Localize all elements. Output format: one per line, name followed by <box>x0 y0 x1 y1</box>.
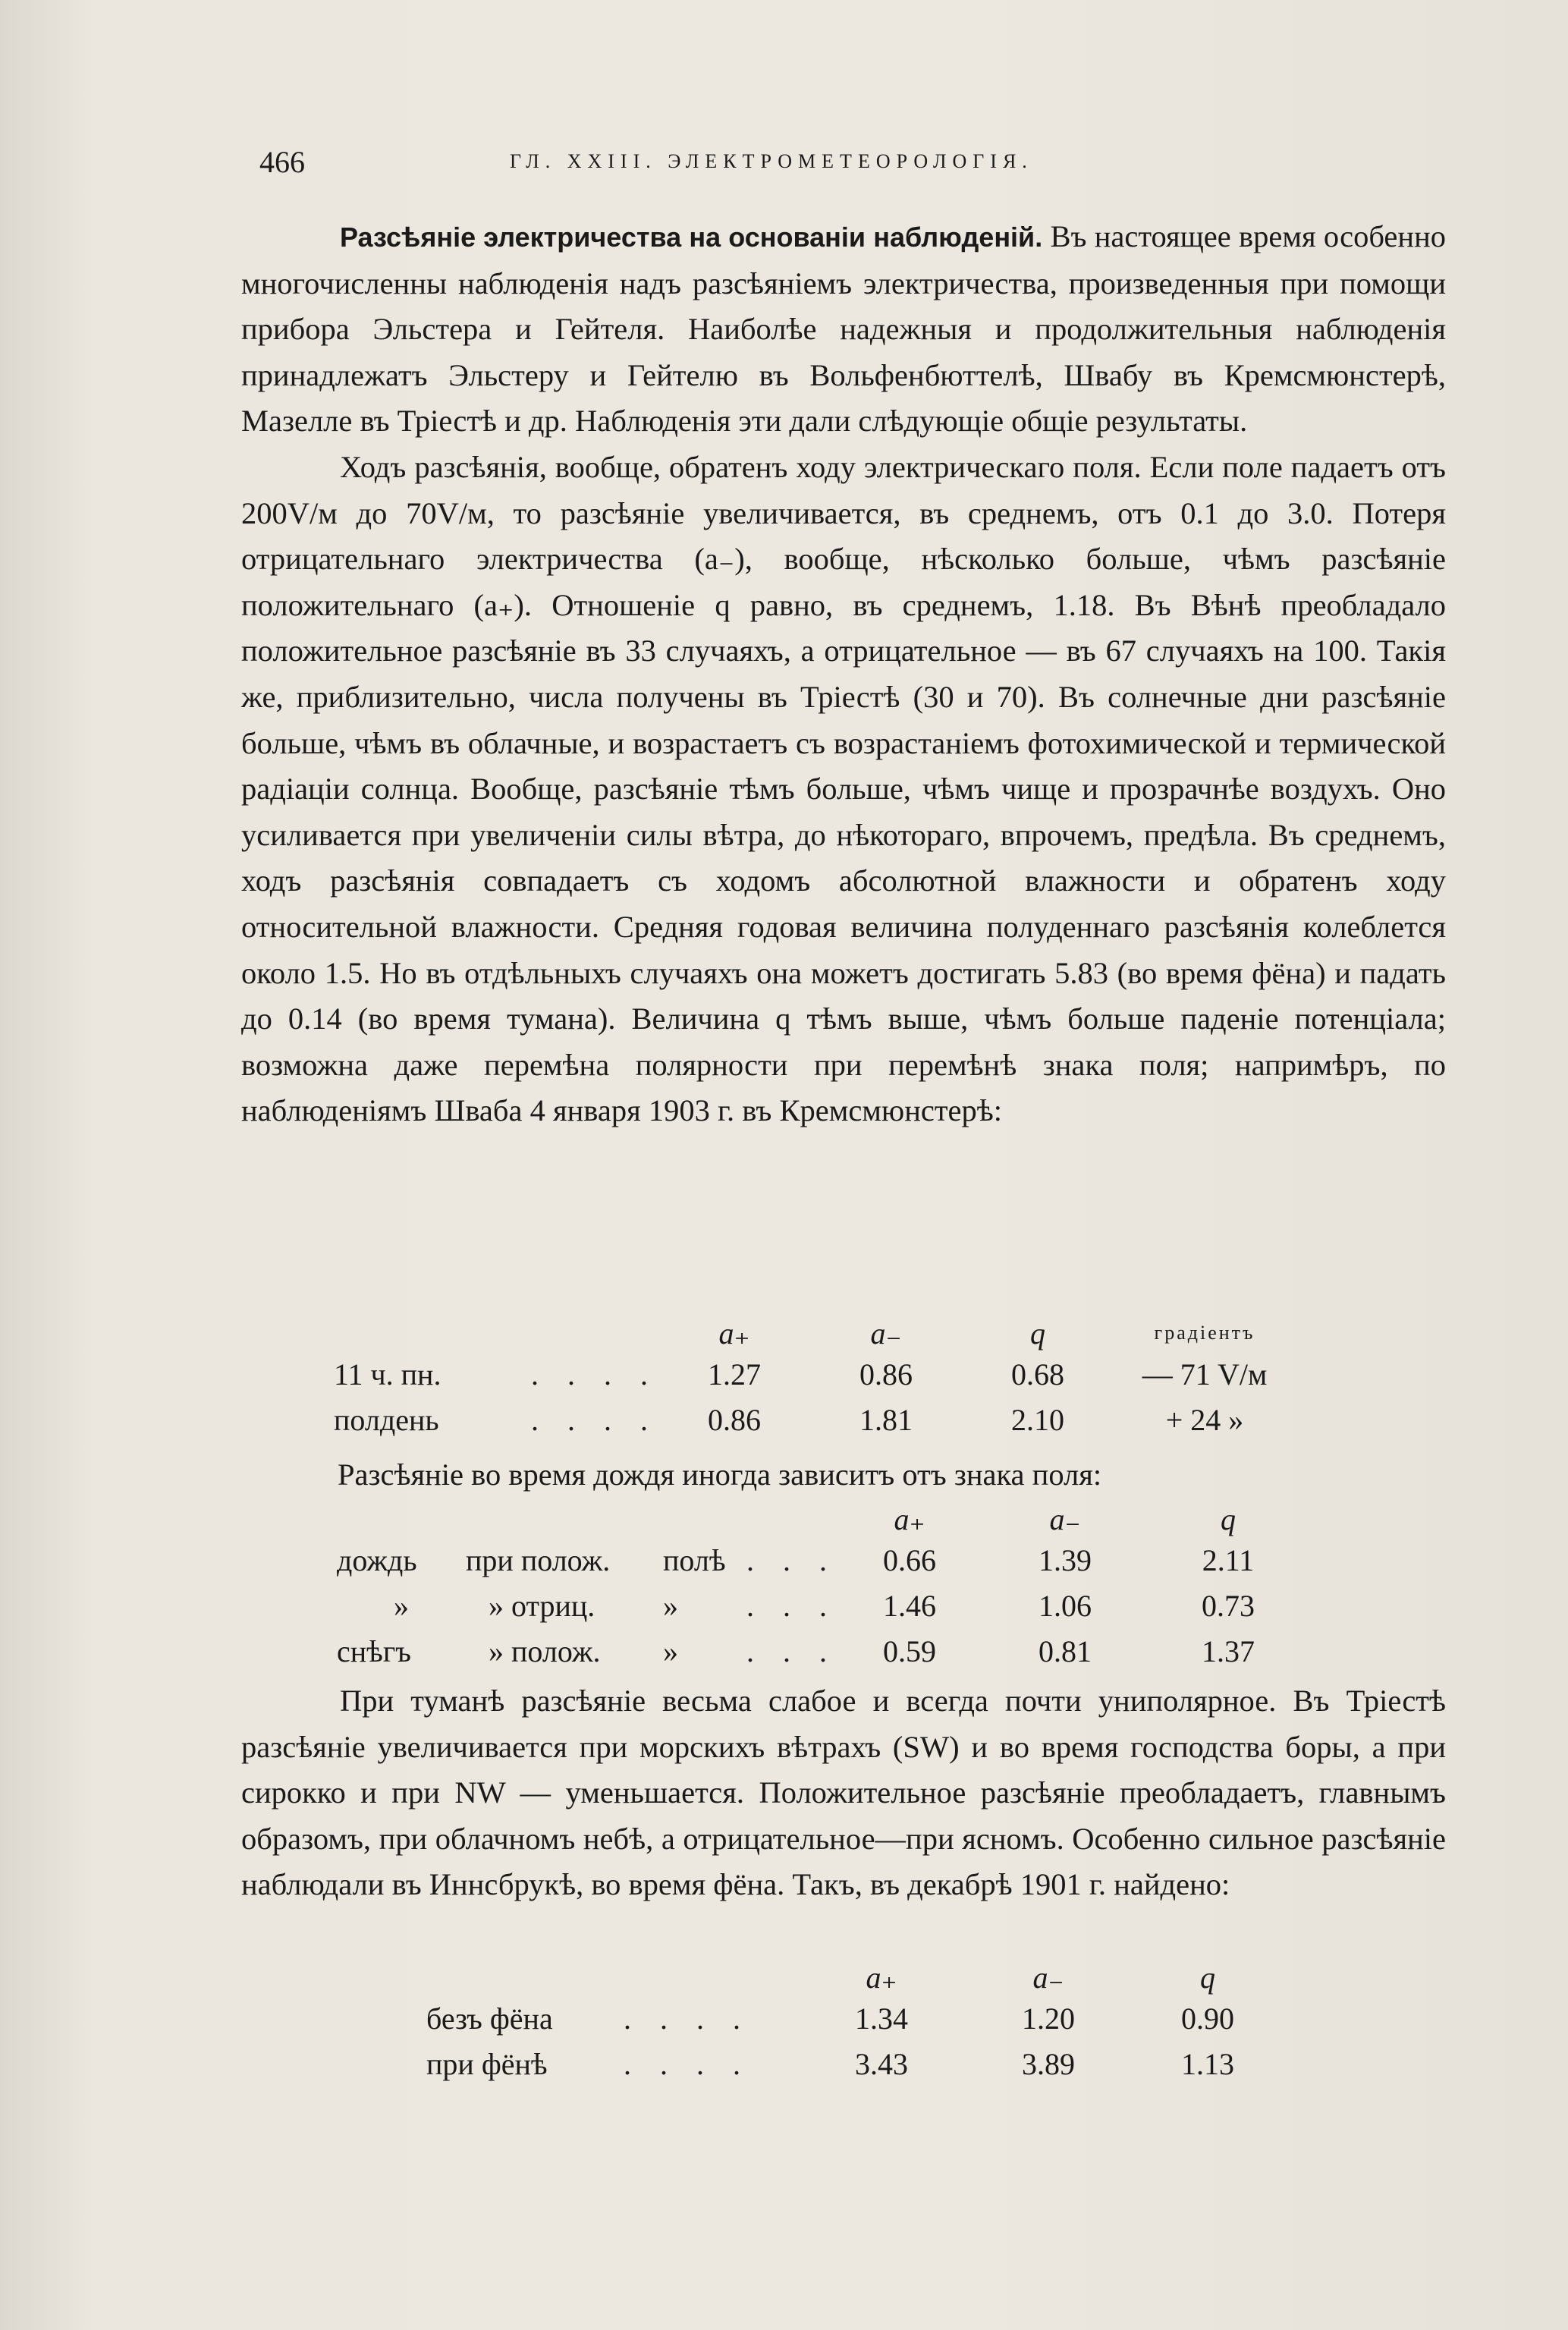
col-a-minus: a₋ <box>870 1316 902 1351</box>
col-a-plus: a₊ <box>894 1501 925 1536</box>
cell-a-minus: 1.06 <box>1039 1588 1092 1623</box>
leader-dots: . . . . <box>531 1402 658 1437</box>
row-label-2: » отриц. <box>489 1588 595 1623</box>
leader-dots: . . . . <box>531 1357 658 1391</box>
cell-q: 0.90 <box>1181 2001 1234 2036</box>
col-a-minus: a₋ <box>1049 1501 1081 1536</box>
table-header-row <box>334 1315 1296 1351</box>
cell-q: 1.13 <box>1181 2046 1234 2081</box>
row-label-3: » <box>663 1634 678 1668</box>
table-rain <box>337 1501 1308 1674</box>
cell-a-minus: 3.89 <box>1022 2046 1075 2081</box>
paragraph-2: Ходъ разсѣянія, вообще, обратенъ ходу электрическаго поля. Если поле падаетъ отъ 200V/м до 70V/м, то разсѣяніе увеличивается, въ среднемъ, отъ 0.1 до 3.0. Потеря отрицательнаго электричества (a₋), вообще, нѣсколько больше, чѣмъ разсѣяніе положительнаго (a₊). Отношеніе q равно, въ среднемъ, 1.18. Въ Вѣнѣ преобладало положительное разсѣяніе въ 33 случаяхъ, а отрицательное — въ 67 случаяхъ на 100. Такія же, приблизительно, числа получены въ Тріестѣ (30 и 70). Въ солнечные дни разсѣяніе больше, чѣмъ въ облачные, и возрастаетъ съ возрастаніемъ фотохимической и термической радіаціи солнца. Вообще, разсѣяніе тѣмъ больше, чѣмъ чище и прозрачнѣе воздухъ. Оно усиливается при увеличеніи силы вѣтра, до нѣкотораго, впрочемъ, предѣла. Въ среднемъ, ходъ разсѣянія совпадаетъ съ ходомъ абсолютной влажности и обратенъ ходу относительной влажности. Средняя годовая величина полуденнаго разсѣянія колеблется около 1.5. Но въ отдѣльныхъ случаяхъ она можетъ достигать 5.83 (во время фёна) и падать до 0.14 (во время тумана). Величина q тѣмъ выше, чѣмъ больше паденіе потенціала; возможна даже перемѣна полярности при перемѣнѣ знака поля; напримѣръ, по наблюденіямъ Шваба 4 января 1903 г. въ Кремсмюнстерѣ: <box>241 449 1446 1128</box>
col-q: q <box>1221 1501 1236 1536</box>
table-row <box>334 1397 1296 1442</box>
table-kremsmuenster <box>334 1315 1296 1442</box>
table-row <box>337 1628 1308 1674</box>
table-header-row <box>337 1501 1308 1537</box>
col-q: q <box>1030 1316 1045 1351</box>
leader-dots: . . . <box>746 1588 837 1623</box>
table-row <box>334 1351 1296 1397</box>
cell-a-plus: 0.86 <box>708 1402 761 1437</box>
row-label-2: » полож. <box>489 1634 601 1668</box>
row-label-1: » <box>394 1588 409 1623</box>
table-header-row <box>426 1959 1284 1995</box>
cell-a-minus: 0.86 <box>859 1357 913 1391</box>
running-head: ГЛ. XXIII. ЭЛЕКТРОМЕТЕОРОЛОГІЯ. <box>510 150 1033 172</box>
cell-a-minus: 1.20 <box>1022 2001 1075 2036</box>
page-header <box>259 144 1443 190</box>
col-a-plus: a₊ <box>866 1960 897 1995</box>
section-title: Разсѣяніе электричества на основаніи наблюденій. <box>340 222 1043 253</box>
leader-dots: . . . <box>746 1634 837 1668</box>
paragraph-1-text: Въ настоящее время особенно многочисленны наблюденія надъ разсѣяніемъ электричества, произведенныя при помощи прибора Эльстера и Гейтеля. Наиболѣе надежныя и продолжительныя наблюденія принадлежатъ Эльстеру и Гейтелю въ Вольфенбюттелѣ, Швабу въ Кремсмюнстерѣ, Мазелле въ Тріестѣ и др. Наблюденія эти дали слѣдующіе общіе результаты. <box>241 219 1446 439</box>
table-row <box>337 1537 1308 1583</box>
cell-a-plus: 3.43 <box>855 2046 908 2081</box>
cell-a-plus: 1.34 <box>855 2001 908 2036</box>
row-label: безъ фёна <box>426 2001 553 2036</box>
row-label: полдень <box>334 1402 439 1437</box>
cell-a-plus: 1.27 <box>708 1357 761 1391</box>
col-gradient: градіентъ <box>1154 1322 1255 1344</box>
leader-dots: . . . <box>746 1542 837 1577</box>
paragraph-1 <box>241 214 1446 445</box>
table-innsbruck <box>426 1959 1284 2086</box>
row-label: 11 ч. пн. <box>334 1357 441 1391</box>
row-label-1: дождь <box>337 1542 417 1577</box>
main-text <box>241 214 1446 1134</box>
row-label-2: при полож. <box>466 1542 611 1577</box>
cell-q: 2.11 <box>1202 1542 1255 1577</box>
cell-a-minus: 1.39 <box>1039 1542 1092 1577</box>
col-q: q <box>1200 1960 1215 1995</box>
cell-a-plus: 0.66 <box>883 1542 936 1577</box>
page-number: 466 <box>259 145 305 179</box>
table-2-intro: Разсѣяніе во время дождя иногда зависитъ отъ знака поля: <box>338 1457 1102 1492</box>
col-a-plus: a₊ <box>718 1316 750 1351</box>
cell-q: 0.68 <box>1011 1357 1064 1391</box>
cell-q: 2.10 <box>1011 1402 1064 1437</box>
leader-dots: . . . . <box>624 2046 751 2081</box>
cell-a-plus: 0.59 <box>883 1634 936 1668</box>
col-a-minus: a₋ <box>1032 1960 1064 1995</box>
cell-gradient: + 24 » <box>1165 1402 1244 1437</box>
table-row <box>426 1995 1284 2041</box>
row-label-1: снѣгъ <box>337 1634 411 1668</box>
table-row <box>337 1583 1308 1628</box>
cell-gradient: — 71 V/м <box>1142 1357 1268 1391</box>
cell-q: 0.73 <box>1202 1588 1255 1623</box>
row-label-3: » <box>663 1588 678 1623</box>
cell-a-minus: 1.81 <box>859 1402 913 1437</box>
table-row <box>426 2041 1284 2086</box>
row-label-3: полѣ <box>663 1542 726 1577</box>
row-label: при фёнѣ <box>426 2046 548 2081</box>
cell-q: 1.37 <box>1202 1634 1255 1668</box>
cell-a-minus: 0.81 <box>1039 1634 1092 1668</box>
main-text-continued <box>241 1678 1446 1908</box>
cell-a-plus: 1.46 <box>883 1588 936 1623</box>
paragraph-3: При туманѣ разсѣяніе весьма слабое и всегда почти униполярное. Въ Тріестѣ разсѣяніе увеличивается при морскихъ вѣтрахъ (SW) и во время господства боры, а при сирокко и при NW — уменьшается. Положительное разсѣяніе преобладаетъ, главнымъ образомъ, при облачномъ небѣ, а отрицательное—при ясномъ. Особенно сильное разсѣяніе наблюдали въ Иннсбрукѣ, во время фёна. Такъ, въ декабрѣ 1901 г. найдено: <box>241 1684 1446 1902</box>
leader-dots: . . . . <box>624 2001 751 2036</box>
